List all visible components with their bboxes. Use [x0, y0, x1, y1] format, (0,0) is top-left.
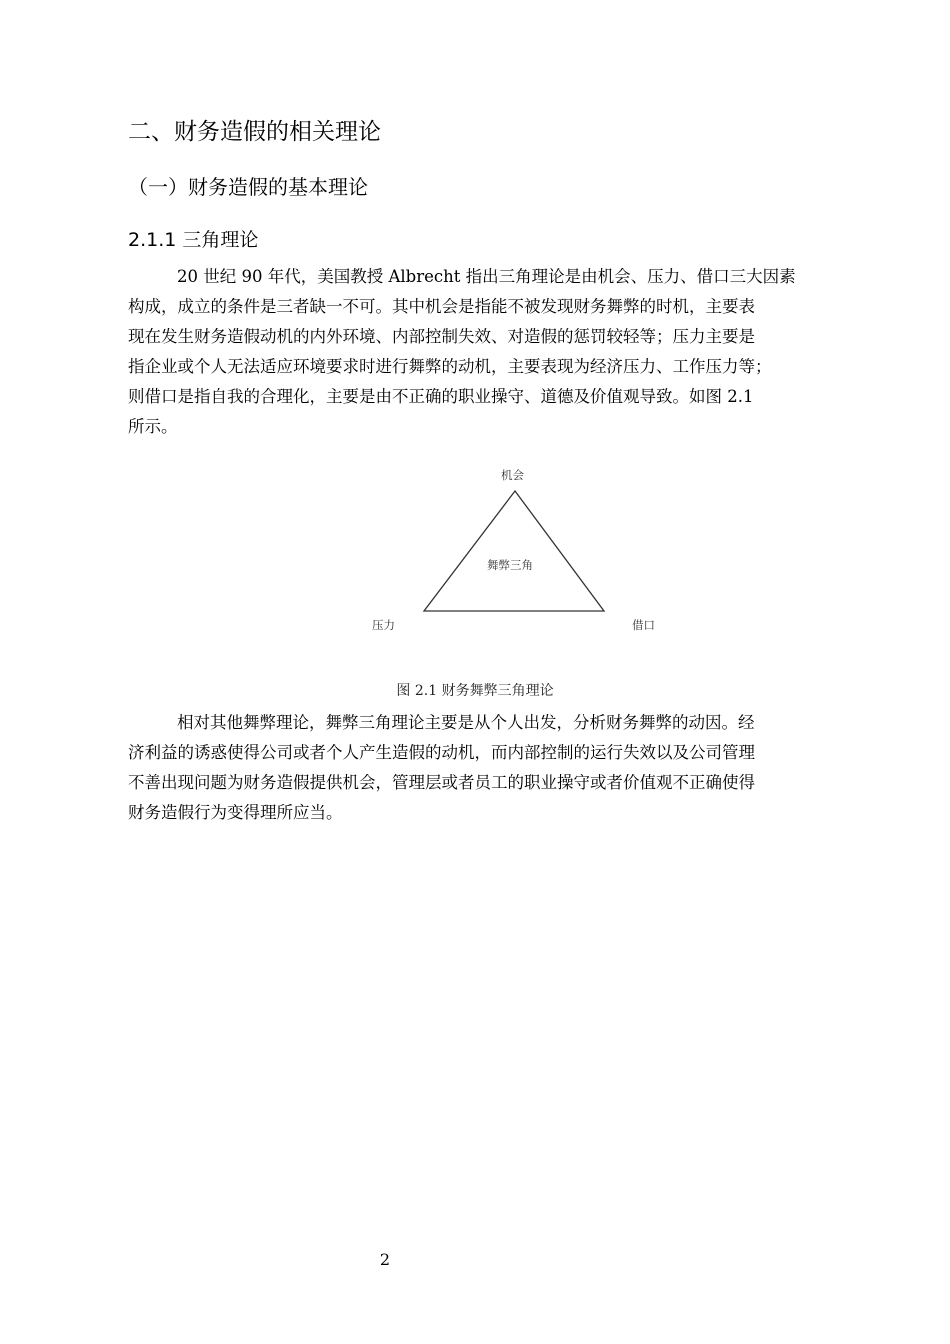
opportunity-label: 机会	[501, 468, 524, 482]
paragraph-line: 现在发生财务造假动机的内外环境、内部控制失效、对造假的惩罚较轻等；压力主要是	[128, 327, 755, 346]
paragraph-line: 指企业或个人无法适应环境要求时进行舞弊的动机，主要表现为经济压力、工作压力等；	[128, 357, 772, 376]
paragraph-line: 不善出现问题为财务造假提供机会，管理层或者员工的职业操守或者价值观不正确使得	[128, 773, 755, 792]
fraud-triangle-figure	[360, 460, 670, 640]
subsection-heading: 2.1.1 三角理论	[128, 229, 259, 251]
figure-caption: 图 2.1 财务舞弊三角理论	[396, 683, 554, 699]
paragraph-line: 财务造假行为变得理所应当。	[128, 803, 343, 822]
page-number: 2	[379, 1250, 391, 1269]
paragraph-line: 则借口是指自我的合理化，主要是由不正确的职业操守、道德及价值观导致。如图 2.1	[128, 387, 754, 406]
rationalization-label: 借口	[632, 618, 655, 632]
paragraph-line: 构成，成立的条件是三者缺一不可。其中机会是指能不被发现财务舞弊的时机，主要表	[128, 297, 755, 316]
triangle-center-label: 舞弊三角	[487, 558, 533, 572]
paragraph-fraud-triangle-intro	[128, 262, 858, 442]
paragraph-line: 相对其他舞弊理论，舞弊三角理论主要是从个人出发，分析财务舞弊的动因。经	[177, 713, 755, 732]
paragraph-line: 所示。	[128, 417, 178, 436]
paragraph-fraud-triangle-analysis	[128, 708, 858, 828]
chapter-heading: 二、财务造假的相关理论	[128, 119, 381, 145]
triangle-diagram	[360, 460, 670, 640]
pressure-label: 压力	[372, 618, 395, 632]
paragraph-line: 20 世纪 90 年代，美国教授 Albrecht 指出三角理论是由机会、压力、借口三大因素	[177, 267, 796, 286]
paragraph-line: 济利益的诱惑使得公司或者个人产生造假的动机，而内部控制的运行失效以及公司管理	[128, 743, 755, 762]
triangle-shape	[424, 491, 604, 611]
section-heading: （一）财务造假的基本理论	[128, 175, 368, 199]
